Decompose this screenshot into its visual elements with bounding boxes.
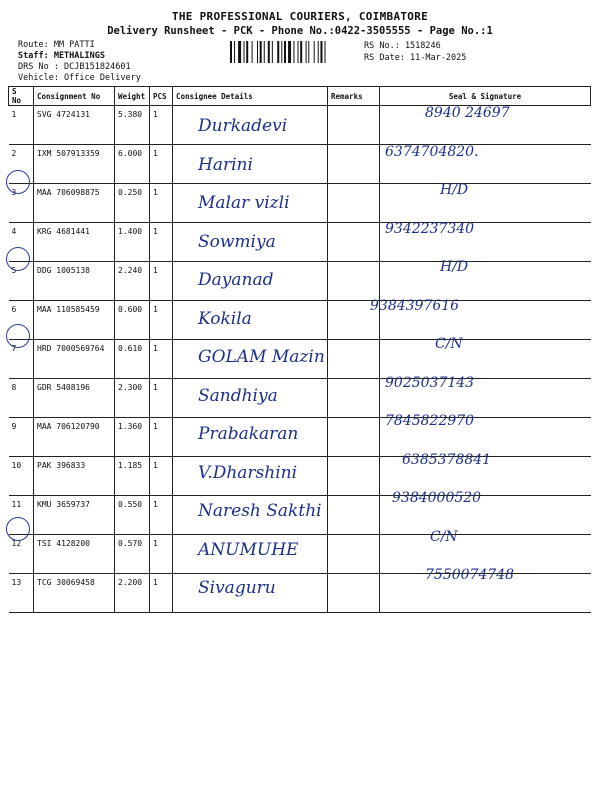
signature-cell (380, 184, 591, 223)
sno-cell: 10 (9, 457, 34, 496)
weight-cell: 0.600 (115, 301, 150, 340)
signature-handwritten: 9384397616 (370, 297, 460, 314)
consignee-name-handwritten: Prabakaran (198, 424, 299, 444)
pcs-cell: 1 (150, 145, 173, 184)
consignment-cell: TSI 4128200 (34, 535, 115, 574)
pcs-cell: 1 (150, 223, 173, 262)
consignment-cell: GDR 5408196 (34, 379, 115, 418)
consignee-name-handwritten: V.Dharshini (198, 462, 298, 483)
remarks-cell (328, 106, 380, 145)
col-sno: S No (9, 87, 34, 106)
weight-cell: 1.185 (115, 457, 150, 496)
consignee-name-handwritten: Sowmiya (198, 231, 276, 252)
col-remarks: Remarks (328, 87, 380, 106)
remarks-cell (328, 184, 380, 223)
consignment-cell: MAA 706098875 (34, 184, 115, 223)
staff-text: Staff: METHALINGS (18, 51, 105, 61)
pcs-cell: 1 (150, 535, 173, 574)
signature-handwritten: 9384000520 (392, 490, 482, 506)
sno-cell: 6 (9, 301, 34, 340)
remarks-cell (328, 379, 380, 418)
sno-cell: 4 (9, 223, 34, 262)
table-row (9, 262, 591, 301)
signature-handwritten: C/N (430, 528, 458, 545)
signature-handwritten: 7550074748 (425, 567, 515, 583)
consignee-name-handwritten: Sivaguru (198, 578, 276, 598)
consignee-name-handwritten: Harini (198, 154, 253, 175)
circle-mark-icon (6, 517, 30, 541)
pcs-cell: 1 (150, 574, 173, 613)
weight-cell: 1.360 (115, 418, 150, 457)
pcs-cell: 1 (150, 301, 173, 340)
weight-cell: 2.300 (115, 379, 150, 418)
sno-cell: 8 (9, 379, 34, 418)
sno-cell: 5 (9, 262, 34, 301)
consignment-cell: PAK 396833 (34, 457, 115, 496)
weight-cell: 5.380 (115, 106, 150, 145)
meta-right (364, 40, 466, 64)
weight-cell: 0.550 (115, 496, 150, 535)
signature-handwritten: 9025037143 (385, 374, 475, 391)
consignee-name-handwritten: Kokila (198, 308, 252, 329)
weight-cell: 6.000 (115, 145, 150, 184)
consignee-name-handwritten: GOLAM Mazin (198, 347, 325, 367)
rs-date-text: RS Date: 11-Mar-2025 (364, 53, 467, 63)
sno-cell: 1 (9, 106, 34, 145)
pcs-cell: 1 (150, 379, 173, 418)
consignee-name-handwritten: Malar vizli (198, 193, 290, 213)
signature-handwritten: 6385378841 (402, 451, 492, 468)
pcs-cell: 1 (150, 496, 173, 535)
col-pcs: PCS (150, 87, 173, 106)
circle-mark-icon (6, 247, 30, 271)
runsheet-title: Delivery Runsheet - PCK - Phone No.:0422-3505555 - Page No.:1 (107, 25, 493, 37)
remarks-cell (328, 340, 380, 379)
weight-cell: 0.250 (115, 184, 150, 223)
consignment-cell: TCG 30069458 (34, 574, 115, 613)
col-weight: Weight (115, 87, 150, 106)
pcs-cell: 1 (150, 184, 173, 223)
signature-handwritten: H/D (440, 182, 469, 198)
weight-cell: 1.400 (115, 223, 150, 262)
table-row (9, 301, 591, 340)
signature-handwritten: C/N (435, 336, 463, 352)
sno-cell: 12 (9, 535, 34, 574)
signature-handwritten: H/D (440, 259, 469, 275)
signature-handwritten: 9342237340 (385, 220, 475, 237)
pcs-cell: 1 (150, 340, 173, 379)
document-header (0, 10, 600, 37)
pcs-cell: 1 (150, 457, 173, 496)
signature-handwritten: 6374704820. (385, 143, 479, 160)
company-name: THE PROFESSIONAL COURIERS, COIMBATORE (171, 10, 429, 23)
consignment-cell: KRG 4681441 (34, 223, 115, 262)
signature-handwritten: 8940 24697 (425, 105, 510, 121)
table-row (9, 145, 591, 184)
consignee-name-handwritten: ANUMUHE (198, 539, 299, 560)
weight-cell: 2.240 (115, 262, 150, 301)
col-consignee: Consignee Details (173, 87, 328, 106)
weight-cell: 0.570 (115, 535, 150, 574)
consignee-name-handwritten: Dayanad (198, 270, 274, 290)
col-consignment: Consignment No (34, 87, 115, 106)
consignment-cell: SVG 4724131 (34, 106, 115, 145)
remarks-cell (328, 535, 380, 574)
meta-left (18, 40, 141, 84)
consignment-cell: IXM 507913359 (34, 145, 115, 184)
route-text: Route: MM PATTI (18, 40, 95, 50)
consignment-cell: HRD 7000569764 (34, 340, 115, 379)
sno-cell: 11 (9, 496, 34, 535)
vehicle-text: Vehicle: Office Delivery (18, 73, 141, 83)
remarks-cell (328, 262, 380, 301)
consignee-name-handwritten: Sandhiya (198, 385, 278, 406)
signature-cell (380, 340, 591, 379)
consignment-cell: KMU 3659737 (34, 496, 115, 535)
barcode-icon (230, 41, 358, 63)
remarks-cell (328, 223, 380, 262)
table-row (9, 223, 591, 262)
sno-cell: 3 (9, 184, 34, 223)
sno-cell: 7 (9, 340, 34, 379)
circle-mark-icon (6, 324, 30, 348)
table-row (9, 184, 591, 223)
sno-cell: 2 (9, 145, 34, 184)
remarks-cell (328, 457, 380, 496)
consignee-name-handwritten: Durkadevi (198, 116, 288, 136)
remarks-cell (328, 496, 380, 535)
table-header-row (9, 87, 591, 106)
table-row (9, 418, 591, 457)
table-row (9, 457, 591, 496)
circle-mark-icon (6, 170, 30, 194)
rs-no-text: RS No.: 1518246 (364, 41, 441, 51)
table-row (9, 379, 591, 418)
col-signature: Seal & Signature (380, 87, 591, 106)
remarks-cell (328, 145, 380, 184)
consignment-cell: MAA 706120790 (34, 418, 115, 457)
sno-cell: 13 (9, 574, 34, 613)
weight-cell: 0.610 (115, 340, 150, 379)
signature-cell (380, 262, 591, 301)
drs-text: DRS No : DCJB151824601 (18, 62, 131, 72)
signature-handwritten: 7845822970 (385, 413, 475, 429)
consignment-cell: DDG 1005138 (34, 262, 115, 301)
remarks-cell (328, 418, 380, 457)
remarks-cell (328, 574, 380, 613)
pcs-cell: 1 (150, 106, 173, 145)
consignment-cell: MAA 110585459 (34, 301, 115, 340)
sno-cell: 9 (9, 418, 34, 457)
weight-cell: 2.200 (115, 574, 150, 613)
pcs-cell: 1 (150, 262, 173, 301)
pcs-cell: 1 (150, 418, 173, 457)
consignee-name-handwritten: Naresh Sakthi (198, 501, 322, 521)
